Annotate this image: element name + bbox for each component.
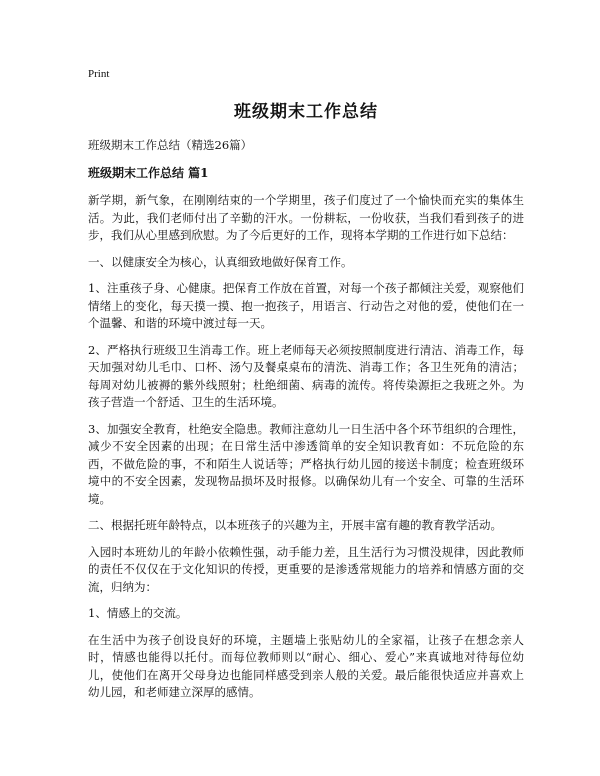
paragraph-subheading: 1、情感上的交流。 [88, 606, 188, 620]
print-label[interactable]: Print [88, 68, 110, 80]
section-heading: 班级期末工作总结 篇1 [88, 166, 209, 180]
paragraph-heading-one: 一、以健康安全为核心，认真细致地做好保育工作。 [88, 254, 353, 269]
paragraph-body-last: 在生活中为孩子创设良好的环境，主题墙上张贴幼儿的全家福，让孩子在想念亲人时，情感也能得以托付。而每位教师则以“耐心、细心、爱心”来真诚地对待每位幼儿，使他们在离开父母身边也能同样感受到亲人般的关爱。最后能很快适应并喜欢上幼儿园，和老师建立深厚的感情。 [88, 632, 524, 699]
document-title: 班级期末工作总结 [234, 102, 378, 122]
paragraph-item-1: 1、注重孩子身、心健康。把保育工作放在首置，对每一个孩子都倾注关爱，观察他们情绪上的变化，每天摸一摸、抱一抱孩子，用语言、行动告之对他的爱，使他们在一个温馨、和谐的环境中渡过每一天。 [88, 281, 524, 330]
document-subtitle: 班级期末工作总结（精选26篇） [88, 138, 253, 152]
paragraph-body: 入园时本班幼儿的年龄小依赖性强，动手能力差，且生活行为习惯没规律，因此教师的责任不仅仅在于文化知识的传授，更重要的是渗透常规能力的培养和情感方面的交流，归纳为： [88, 544, 524, 594]
paragraph-intro: 新学期，新气象，在刚刚结束的一个学期里，孩子们度过了一个愉快而充实的集体生活。为此，我们老师付出了辛勤的汗水。一份耕耘，一份收获，当我们看到孩子的进步，我们从心里感到欣慰。为了今后更好的工作，现将本学期的工作进行如下总结： [88, 193, 524, 242]
paragraph-heading-two: 二、根据托班年龄特点，以本班孩子的兴趣为主，开展丰富有趣的教育教学活动。 [88, 518, 502, 532]
paragraph-item-2: 2、严格执行班级卫生消毒工作。班上老师每天必须按照制度进行清洁、消毒工作，每天加强对幼儿毛巾、口杯、汤勺及餐桌桌布的清洗、消毒工作；各卫生死角的清洁；每周对幼儿被褥的紫外线照射；杜绝细菌、病毒的流传。将传染源拒之我班之外。为孩子营造一个舒适、卫生的生活环境。 [88, 342, 524, 409]
paragraph-item-3: 3、加强安全教育，杜绝安全隐患。教师注意幼儿一日生活中各个环节组织的合理性，减少不安全因素的出现；在日常生活中渗透简单的安全知识教育如：不玩危险的东西，不做危险的事，不和陌生人说话等；严格执行幼儿园的接送卡制度；检查班级环境中的不安全因素，发现物品损坏及时报修。以确保幼儿有一个安全、可靠的生活环境。 [88, 421, 524, 506]
document-page [88, 66, 524, 711]
